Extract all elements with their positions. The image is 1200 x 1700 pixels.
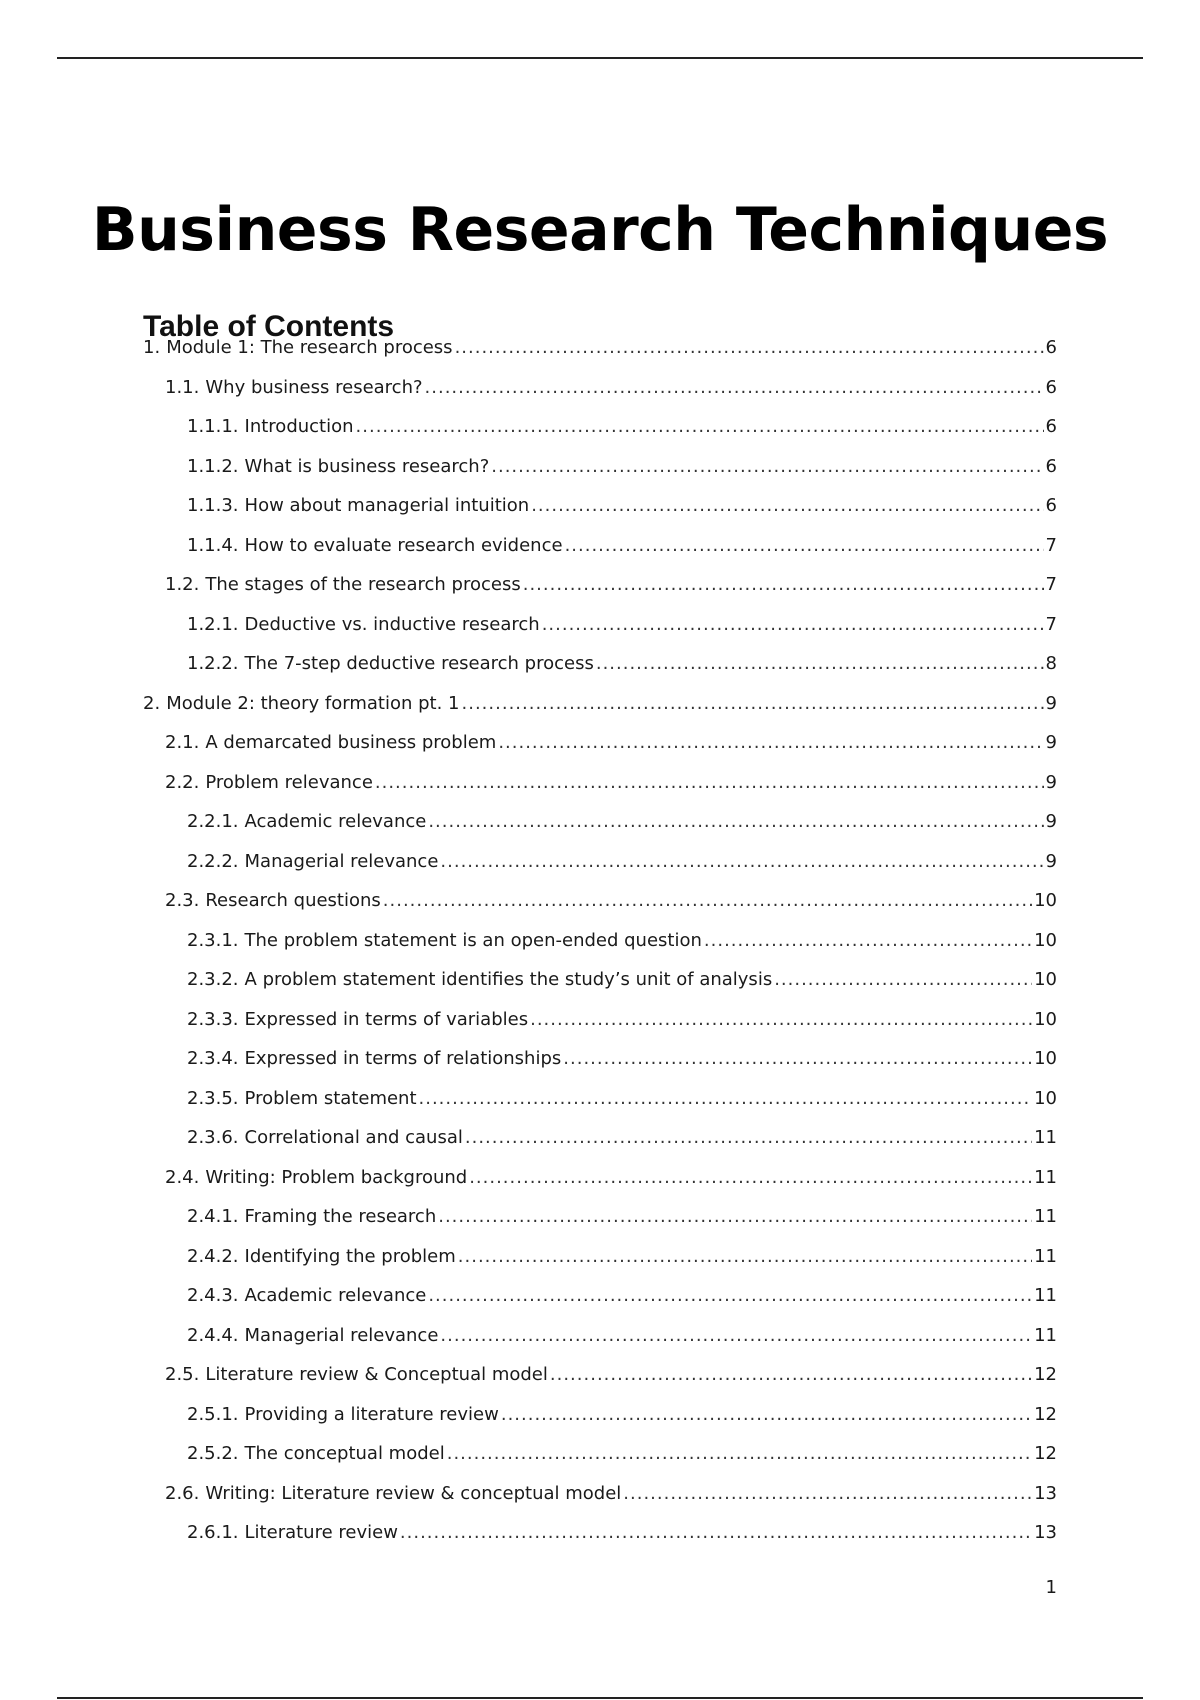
toc-entry-page: 10: [1034, 1048, 1057, 1069]
toc-dot-leader: [523, 570, 1044, 600]
toc-entry-number: 2.3.5.: [187, 1087, 239, 1109]
toc-dot-leader: [438, 1202, 1032, 1232]
toc-entry-page: 10: [1034, 1087, 1057, 1109]
toc-entry-number: 1.1.1.: [187, 416, 239, 437]
toc-entry-number: 2.1.: [165, 732, 200, 753]
toc-entry[interactable]: [143, 333, 1057, 373]
toc-entry-title: Academic relevance: [244, 811, 427, 832]
toc-entry[interactable]: [143, 649, 1057, 689]
toc-entry[interactable]: [143, 847, 1057, 887]
toc-dot-leader: [462, 689, 1044, 719]
toc-entry[interactable]: [143, 1005, 1057, 1045]
toc-entry-title: How to evaluate research evidence: [244, 534, 563, 556]
toc-dot-leader: [498, 728, 1043, 758]
toc-entry-number: 2.3.4.: [187, 1048, 239, 1069]
footer-rule: [57, 1697, 1143, 1699]
toc-entry-page: 12: [1034, 1443, 1057, 1464]
toc-entry[interactable]: [143, 1281, 1057, 1321]
toc-entry-page: 9: [1045, 811, 1057, 832]
toc-entry-page: 6: [1045, 337, 1057, 358]
toc-entry-number: 2.3.: [165, 890, 200, 911]
toc-entry-title: Literature review & Conceptual model: [205, 1364, 548, 1385]
toc-entry[interactable]: [143, 965, 1057, 1005]
toc-entry-number: 1.: [143, 337, 161, 358]
toc-entry-title: Correlational and causal: [244, 1127, 463, 1148]
toc-entry-number: 2.4.1.: [187, 1206, 239, 1227]
toc-entry-number: 2.5.2.: [187, 1443, 239, 1464]
toc-entry[interactable]: [143, 1321, 1057, 1361]
toc-entry[interactable]: [143, 1439, 1057, 1479]
toc-entry[interactable]: [143, 570, 1057, 610]
toc-entry-title: What is business research?: [244, 455, 490, 477]
toc-entry[interactable]: [143, 531, 1057, 571]
toc-entry-number: 2.: [143, 692, 161, 714]
toc-entry-number: 2.5.: [165, 1364, 200, 1385]
toc-dot-leader: [440, 847, 1043, 877]
toc-entry-title: Managerial relevance: [244, 1324, 439, 1346]
toc-entry-number: 1.2.1.: [187, 613, 239, 635]
toc-entry-page: 13: [1034, 1482, 1057, 1504]
toc-entry-title: Module 2: theory formation pt. 1: [166, 692, 460, 714]
toc-dot-leader: [530, 1005, 1032, 1035]
header-rule: [57, 57, 1143, 59]
toc-entry-number: 2.2.1.: [187, 811, 239, 832]
toc-entry-number: 2.4.4.: [187, 1324, 239, 1346]
toc-entry-page: 11: [1034, 1285, 1057, 1306]
page-number: 1: [1045, 1577, 1057, 1598]
toc-entry-number: 1.2.2.: [187, 653, 239, 674]
toc-entry[interactable]: [143, 1123, 1057, 1163]
toc-dot-leader: [565, 531, 1044, 561]
toc-entry[interactable]: [143, 491, 1057, 531]
toc-entry-title: Why business research?: [205, 376, 423, 398]
toc-entry-page: 11: [1034, 1127, 1057, 1148]
toc-entry[interactable]: [143, 1242, 1057, 1282]
toc-dot-leader: [491, 452, 1043, 482]
toc-dot-leader: [440, 1321, 1032, 1351]
toc-entry-number: 2.2.2.: [187, 850, 239, 872]
toc-entry-number: 2.3.3.: [187, 1008, 239, 1030]
toc-entry-page: 10: [1034, 890, 1057, 911]
toc-entry[interactable]: [143, 1084, 1057, 1124]
toc-dot-leader: [455, 333, 1044, 363]
toc-entry-page: 11: [1034, 1206, 1057, 1227]
toc-heading: Table of Contents: [143, 309, 395, 343]
toc-dot-leader: [531, 491, 1043, 521]
toc-entry[interactable]: [143, 689, 1057, 729]
toc-entry-page: 7: [1045, 613, 1057, 635]
toc-dot-leader: [400, 1518, 1032, 1548]
toc-entry-page: 6: [1045, 416, 1057, 437]
toc-entry[interactable]: [143, 1163, 1057, 1203]
toc-entry-title: Identifying the problem: [244, 1245, 456, 1267]
toc-entry-page: 13: [1034, 1522, 1057, 1543]
toc-entry-page: 6: [1045, 376, 1057, 398]
toc-entry-title: Framing the research: [244, 1206, 437, 1227]
toc-entry-number: 2.3.1.: [187, 929, 239, 951]
toc-entry-number: 1.1.4.: [187, 534, 239, 556]
toc-entry[interactable]: [143, 610, 1057, 650]
toc-entry-title: The problem statement is an open-ended question: [244, 929, 702, 951]
toc-entry-number: 2.4.: [165, 1166, 200, 1188]
toc-entry[interactable]: [143, 728, 1057, 768]
toc-entry-title: Writing: Literature review & conceptual model: [205, 1482, 622, 1504]
toc-entry-page: 11: [1034, 1324, 1057, 1346]
toc-entry-title: Problem statement: [244, 1087, 417, 1109]
toc-entry-page: 11: [1034, 1245, 1057, 1267]
toc-entry[interactable]: [143, 1202, 1057, 1242]
toc-entry-page: 8: [1045, 653, 1057, 674]
toc-entry-page: 6: [1045, 495, 1057, 516]
toc-dot-leader: [774, 965, 1032, 995]
toc-entry-title: Research questions: [205, 890, 381, 911]
toc-dot-leader: [356, 412, 1044, 442]
toc-entry-page: 12: [1034, 1403, 1057, 1425]
toc-dot-leader: [704, 926, 1032, 956]
table-of-contents: [143, 333, 1057, 1558]
toc-entry[interactable]: [143, 1518, 1057, 1558]
toc-dot-leader: [469, 1163, 1032, 1193]
toc-entry-title: Writing: Problem background: [205, 1166, 468, 1188]
toc-entry-title: Expressed in terms of variables: [244, 1008, 529, 1030]
toc-entry-number: 2.6.1.: [187, 1522, 239, 1543]
toc-entry-title: The 7-step deductive research process: [244, 653, 594, 674]
toc-entry[interactable]: [143, 1479, 1057, 1519]
toc-entry-title: A demarcated business problem: [205, 732, 497, 753]
toc-dot-leader: [419, 1084, 1033, 1114]
toc-entry-title: Deductive vs. inductive research: [244, 613, 540, 635]
toc-dot-leader: [501, 1400, 1032, 1430]
toc-dot-leader: [596, 649, 1044, 679]
toc-entry-page: 7: [1045, 534, 1057, 556]
toc-entry-page: 9: [1045, 771, 1057, 793]
toc-entry-page: 10: [1034, 1008, 1057, 1030]
document-title: Business Research Techniques: [91, 195, 1109, 266]
toc-entry-title: Problem relevance: [205, 771, 373, 793]
toc-entry-number: 2.4.3.: [187, 1285, 239, 1306]
toc-entry-title: A problem statement identifies the study’s unit of analysis: [244, 969, 773, 990]
toc-entry-page: 9: [1045, 850, 1057, 872]
toc-entry-title: Expressed in terms of relationships: [244, 1048, 562, 1069]
toc-dot-leader: [550, 1360, 1032, 1390]
toc-entry[interactable]: [143, 373, 1057, 413]
toc-dot-leader: [563, 1044, 1032, 1074]
toc-entry-page: 11: [1034, 1166, 1057, 1188]
toc-dot-leader: [458, 1242, 1032, 1272]
toc-entry-page: 9: [1045, 732, 1057, 753]
toc-entry[interactable]: [143, 768, 1057, 808]
toc-dot-leader: [428, 1281, 1032, 1311]
toc-entry-page: 9: [1045, 692, 1057, 714]
toc-entry-title: The conceptual model: [244, 1443, 445, 1464]
toc-entry-page: 10: [1034, 969, 1057, 990]
toc-entry-title: Introduction: [244, 416, 354, 437]
toc-entry-number: 1.1.: [165, 376, 200, 398]
toc-entry-number: 2.5.1.: [187, 1403, 239, 1425]
toc-entry[interactable]: [143, 1044, 1057, 1084]
toc-entry-title: Module 1: The research process: [166, 337, 453, 358]
toc-entry[interactable]: [143, 452, 1057, 492]
toc-entry-number: 2.2.: [165, 771, 200, 793]
toc-entry[interactable]: [143, 886, 1057, 926]
toc-entry-page: 7: [1045, 574, 1057, 595]
toc-entry-number: 1.1.3.: [187, 495, 239, 516]
toc-entry-title: The stages of the research process: [205, 574, 521, 595]
toc-dot-leader: [623, 1479, 1032, 1509]
toc-entry-page: 6: [1045, 455, 1057, 477]
toc-dot-leader: [428, 807, 1043, 837]
toc-entry-number: 2.3.2.: [187, 969, 239, 990]
toc-entry-number: 2.4.2.: [187, 1245, 239, 1267]
toc-entry[interactable]: [143, 1400, 1057, 1440]
toc-dot-leader: [542, 610, 1044, 640]
toc-entry-title: Literature review: [244, 1522, 398, 1543]
toc-dot-leader: [465, 1123, 1032, 1153]
toc-entry-number: 1.1.2.: [187, 455, 239, 477]
toc-dot-leader: [375, 768, 1044, 798]
toc-dot-leader: [383, 886, 1032, 916]
toc-entry[interactable]: [143, 807, 1057, 847]
toc-entry-number: 1.2.: [165, 574, 200, 595]
toc-entry-title: Providing a literature review: [244, 1403, 499, 1425]
toc-dot-leader: [447, 1439, 1032, 1469]
toc-entry-title: Academic relevance: [244, 1285, 427, 1306]
toc-entry-number: 2.3.6.: [187, 1127, 239, 1148]
toc-entry-page: 12: [1034, 1364, 1057, 1385]
toc-entry[interactable]: [143, 412, 1057, 452]
toc-entry-number: 2.6.: [165, 1482, 200, 1504]
toc-entry-title: Managerial relevance: [244, 850, 439, 872]
toc-entry-page: 10: [1034, 929, 1057, 951]
toc-dot-leader: [425, 373, 1044, 403]
toc-entry-title: How about managerial intuition: [244, 495, 530, 516]
toc-entry[interactable]: [143, 926, 1057, 966]
toc-entry[interactable]: [143, 1360, 1057, 1400]
